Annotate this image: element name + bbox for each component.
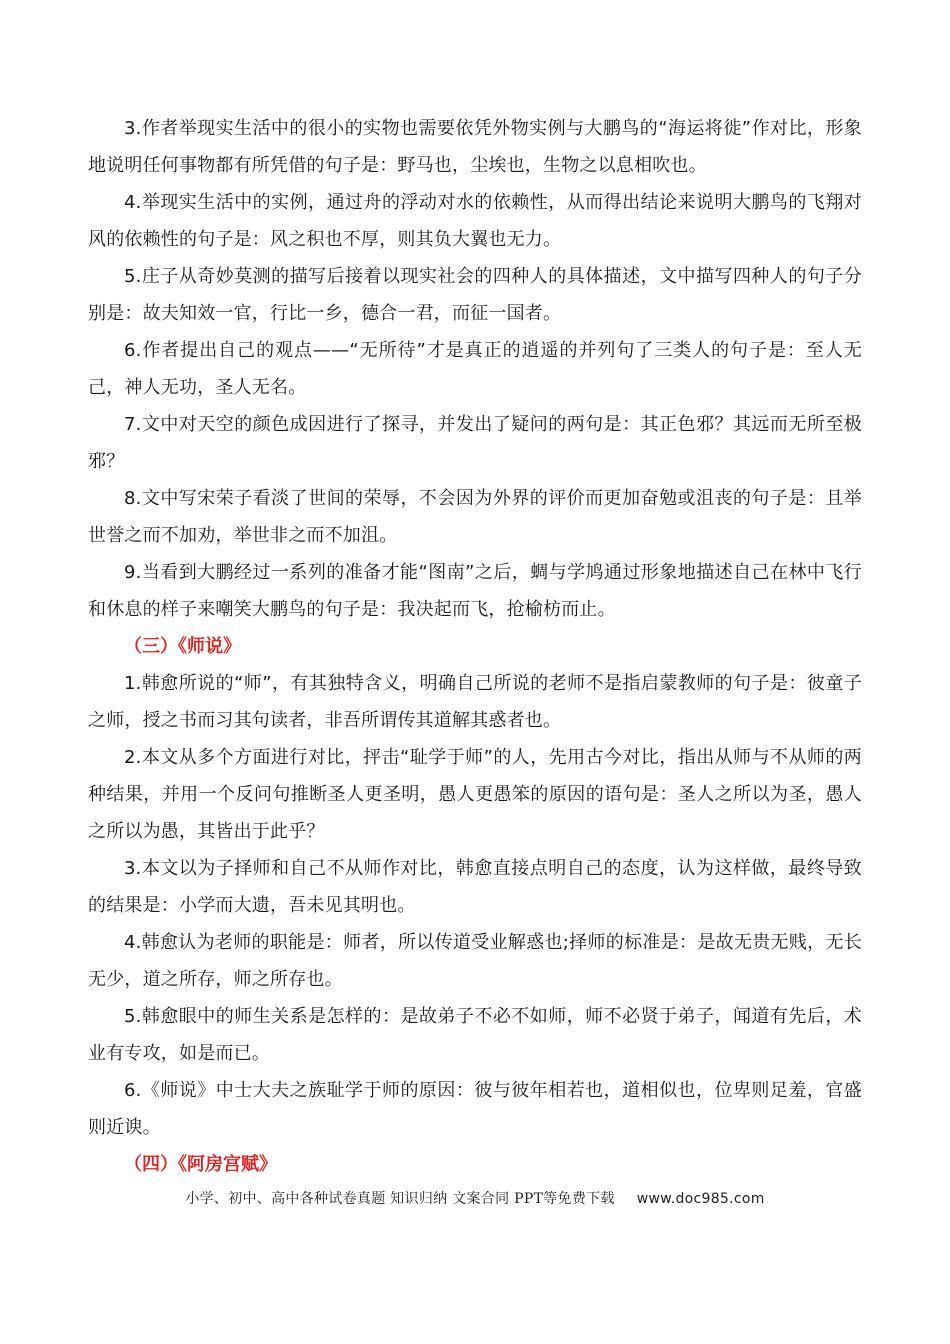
item-3-1: 1.韩愈所说的“师”，有其独特含义，明确自己所说的老师不是指启蒙教师的句子是：彼童子之师，授之书而习其句读者，非吾所谓传其道解其惑者也。: [88, 673, 862, 731]
item-3-4: 4.韩愈认为老师的职能是：师者，所以传道受业解惑也;择师的标准是：是故无贵无贱，无长无少，道之所存，师之所存也。: [88, 932, 862, 990]
item-2-6: 6.作者提出自己的观点——“无所待”才是真正的逍遥的并列句了三类人的句子是：至人无己，神人无功，圣人无名。: [88, 340, 862, 398]
section-heading-shishuo: （三）《师说》: [124, 636, 241, 657]
item-2-7: 7.文中对天空的颜色成因进行了探寻，并发出了疑问的两句是：其正色邪？其远而无所至极邪？: [88, 414, 862, 472]
page-footer: [0, 1188, 950, 1208]
footer-text: 小学、初中、高中各种试卷真题 知识归纳 文案合同 PPT等免费下载: [185, 1191, 615, 1207]
item-2-3: 3.作者举现实生活中的很小的实物也需要依凭外物实例与大鹏鸟的“海运将徙”作对比，形象地说明任何事物都有所凭借的句子是：野马也，尘埃也，生物之以息相吹也。: [88, 118, 862, 176]
item-2-5: 5.庄子从奇妙莫测的描写后接着以现实社会的四种人的具体描述，文中描写四种人的句子分别是：故夫知效一官，行比一乡，德合一君，而征一国者。: [88, 266, 862, 324]
item-3-3: 3.本文以为子择师和自己不从师作对比，韩愈直接点明自己的态度，认为这样做，最终导致的结果是：小学而大遗，吾未见其明也。: [88, 858, 862, 916]
item-2-4: 4.举现实生活中的实例，通过舟的浮动对水的依赖性，从而得出结论来说明大鹏鸟的飞翔对风的依赖性的句子是：风之积也不厚，则其负大翼也无力。: [88, 192, 862, 250]
section-heading-afanggongfu: （四）《阿房宫赋》: [124, 1154, 277, 1175]
item-3-6: 6.《师说》中士大夫之族耻学于师的原因：彼与彼年相若也，道相似也，位卑则足羞，官盛则近谀。: [88, 1080, 862, 1138]
item-2-8: 8.文中写宋荣子看淡了世间的荣辱，不会因为外界的评价而更加奋勉或沮丧的句子是：且举世誉之而不加劝，举世非之而不加沮。: [88, 488, 862, 546]
document-body: [88, 110, 862, 1183]
item-3-2: 2.本文从多个方面进行对比，抨击“耻学于师”的人，先用古今对比，指出从师与不从师的两种结果，并用一个反问句推断圣人更圣明，愚人更愚笨的原因的语句是：圣人之所以为圣，愚人之所以为愚，其皆出于此乎？: [88, 747, 862, 842]
item-3-5: 5.韩愈眼中的师生关系是怎样的：是故弟子不必不如师，师不必贤于弟子，闻道有先后，术业有专攻，如是而已。: [88, 1006, 862, 1064]
footer-url-link[interactable]: www.doc985.com: [636, 1191, 765, 1207]
item-2-9: 9.当看到大鹏经过一系列的准备才能“图南”之后，蜩与学鸠通过形象地描述自己在林中飞行和休息的样子来嘲笑大鹏鸟的句子是：我决起而飞，抢榆枋而止。: [88, 562, 862, 620]
